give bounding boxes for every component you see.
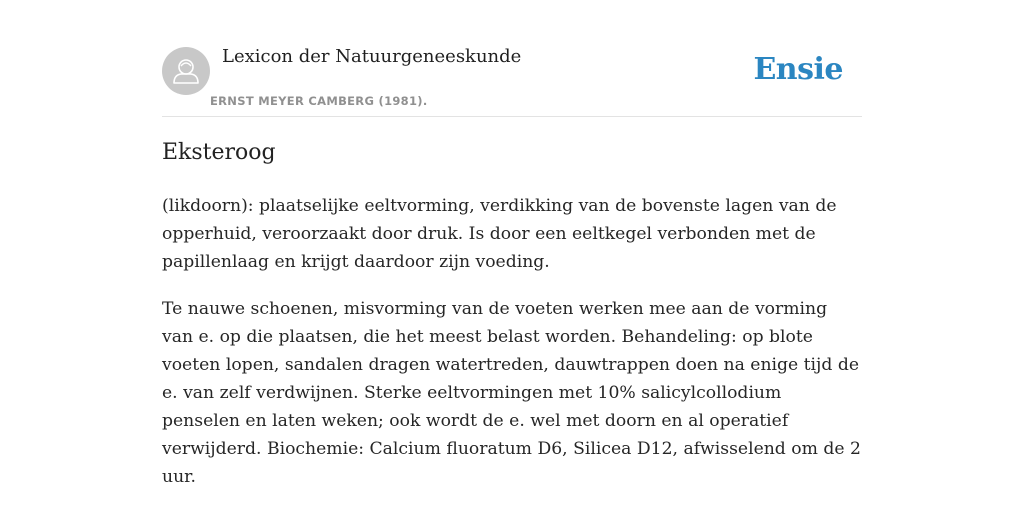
source-author[interactable]: ERNST MEYER CAMBERG (1981). [210, 94, 428, 108]
entry-title: Eksteroog [162, 140, 276, 165]
avatar[interactable] [162, 47, 210, 95]
entry-paragraph: Te nauwe schoenen, misvorming van de voeten werken mee aan de vorming van e. op die plaatsen, die het meest belast worden. Behandeling: op blote voeten lopen, sandalen dragen watertreden, dauwtrappen doen na enige tijd de e. van zelf verdwijnen. Sterke eeltvormingen met 10% salicylcollodium penselen en laten weken; ook wordt de e. wel met doorn en al operatief verwijderd. Biochemie: Calcium fluoratum D6, Silicea D12, afwisselend om de 2 uur. [162, 299, 861, 487]
entry-paragraph: (likdoorn): plaatselijke eeltvorming, verdikking van de bovenste lagen van de opperhuid, veroorzaakt door druk. Is door een eeltkegel verbonden met de papillenlaag en krijgt daardoor zijn voeding. [162, 196, 837, 272]
source-header [162, 46, 862, 117]
brand-logo[interactable]: Ensie [753, 52, 843, 87]
source-title[interactable]: Lexicon der Natuurgeneeskunde [222, 46, 522, 67]
entry-body [162, 192, 862, 510]
user-icon [162, 47, 210, 95]
